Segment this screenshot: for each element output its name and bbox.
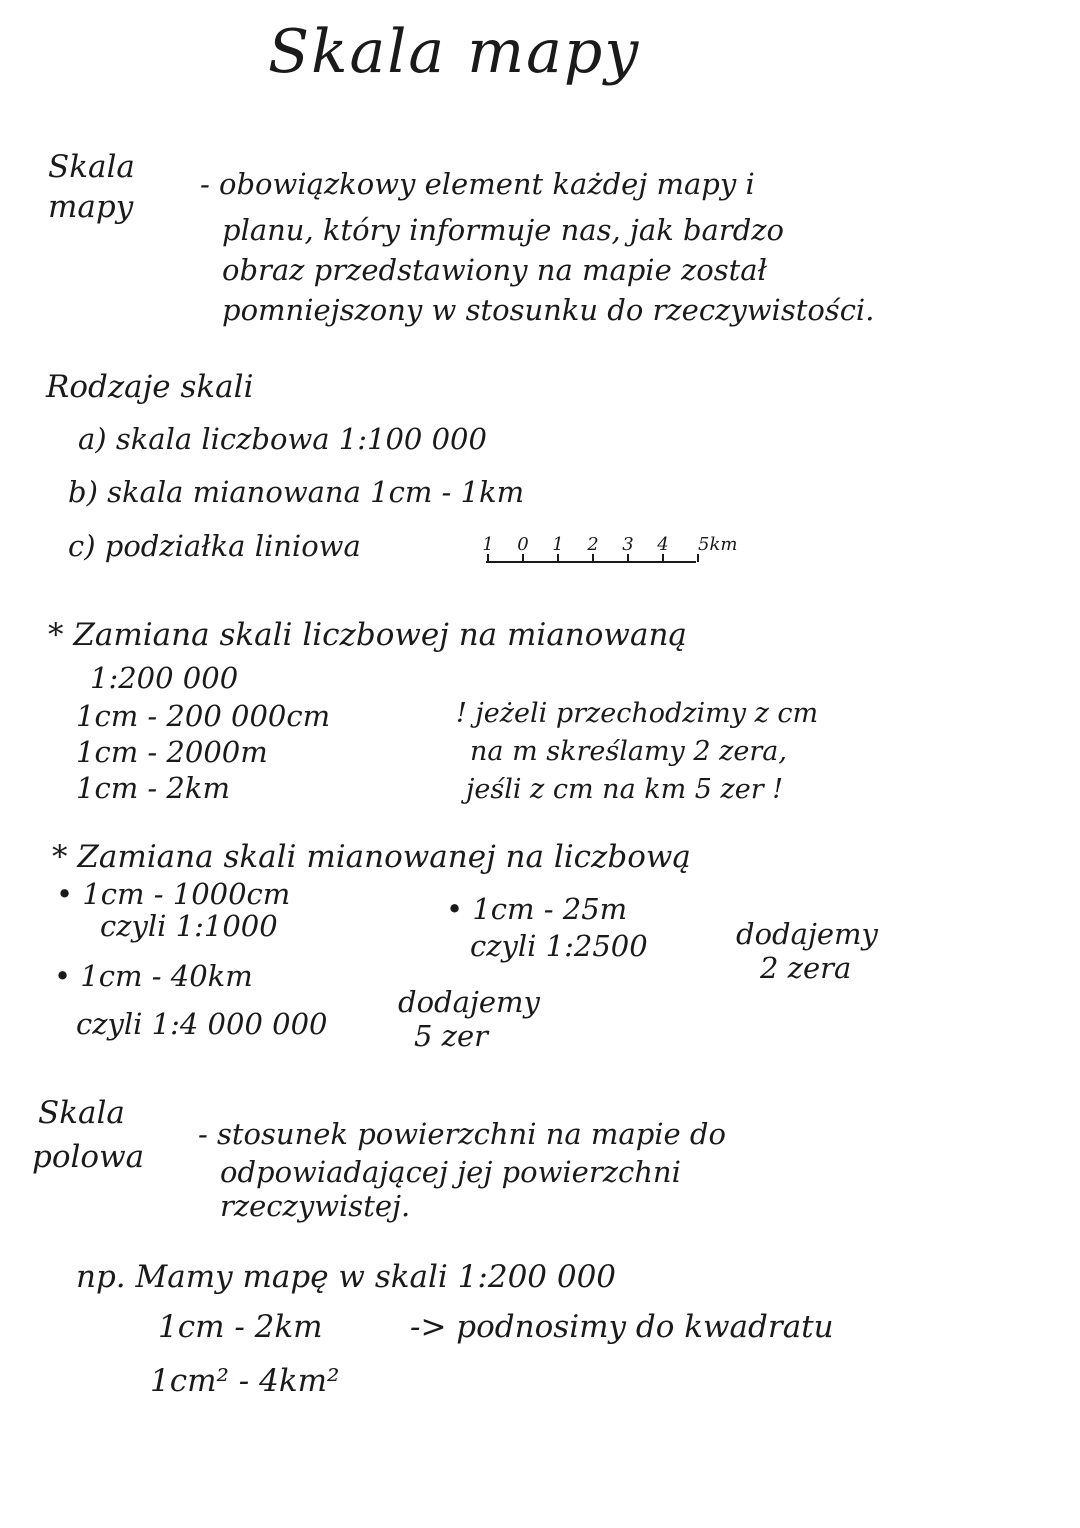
conversion2-example3-note-a: dodajemy [398, 985, 540, 1019]
scale-tick-label: 4 [657, 534, 669, 555]
example-line-3: 1cm² - 4km² [150, 1363, 340, 1399]
definition-line-2: planu, który informuje nas, jak bardzo [222, 213, 785, 247]
scale-tick-label: 1 [482, 534, 494, 555]
area-line-2: odpowiadającej jej powierzchni [220, 1155, 681, 1189]
conversion2-heading: * Zamiana skali mianowanej na liczbową [52, 839, 691, 875]
scale-tick-label: 3 [622, 534, 634, 555]
conversion1-note-2: na m skreślamy 2 zera, [470, 736, 787, 767]
conversion1-step-3: 1cm - 2000m [76, 735, 268, 769]
area-line-3: rzeczywistej. [220, 1189, 411, 1223]
example-line-2b: -> podnosimy do kwadratu [410, 1309, 834, 1345]
scale-tick-label: 5km [698, 534, 738, 555]
conversion2-example3-note-b: 5 zer [414, 1019, 488, 1053]
type-c-label: c) podziałka liniowa [68, 529, 361, 563]
type-a: a) skala liczbowa 1:100 000 [78, 422, 487, 456]
scale-tick-label: 1 [552, 534, 564, 555]
conversion2-example3-a: • 1cm - 40km [54, 959, 253, 993]
conversion1-note-3: jeśli z cm na km 5 zer ! [466, 774, 784, 805]
conversion2-example1-a: • 1cm - 1000cm [56, 877, 291, 911]
area-term-2: polowa [32, 1139, 145, 1175]
definition-line-3: obraz przedstawiony na mapie został [222, 253, 767, 287]
conversion2-example2-note-b: 2 zera [760, 951, 852, 985]
conversion2-example2-a: • 1cm - 25m [446, 892, 628, 926]
scale-tick-label: 0 [517, 534, 529, 555]
conversion2-example2-b: czyli 1:2500 [470, 929, 648, 963]
area-term-1: Skala [38, 1095, 125, 1131]
conversion1-heading: * Zamiana skali liczbowej na mianowaną [48, 617, 687, 653]
conversion1-step-1: 1:200 000 [90, 661, 239, 695]
type-b: b) skala mianowana 1cm - 1km [68, 475, 525, 509]
page-title: Skala mapy [268, 17, 641, 87]
definition-line-4: pomniejszony w stosunku do rzeczywistości. [222, 293, 875, 327]
conversion2-example2-note-a: dodajemy [736, 917, 878, 951]
conversion1-step-2: 1cm - 200 000cm [76, 699, 331, 733]
conversion2-example3-b: czyli 1:4 000 000 [76, 1007, 328, 1041]
definition-term-2: mapy [48, 189, 134, 225]
example-line-1: np. Mamy mapę w skali 1:200 000 [76, 1259, 617, 1295]
scale-tick-label: 2 [587, 534, 599, 555]
conversion1-step-4: 1cm - 2km [76, 771, 230, 805]
area-line-1: - stosunek powierzchni na mapie do [198, 1117, 726, 1151]
example-line-2a: 1cm - 2km [158, 1309, 323, 1345]
linear-scale-bar [482, 530, 742, 570]
conversion1-note-1: ! jeżeli przechodzimy z cm [456, 698, 819, 729]
conversion2-example1-b: czyli 1:1000 [100, 909, 278, 943]
definition-line-1: - obowiązkowy element każdej mapy i [200, 167, 755, 201]
types-heading: Rodzaje skali [46, 369, 254, 405]
definition-term-1: Skala [48, 149, 135, 185]
